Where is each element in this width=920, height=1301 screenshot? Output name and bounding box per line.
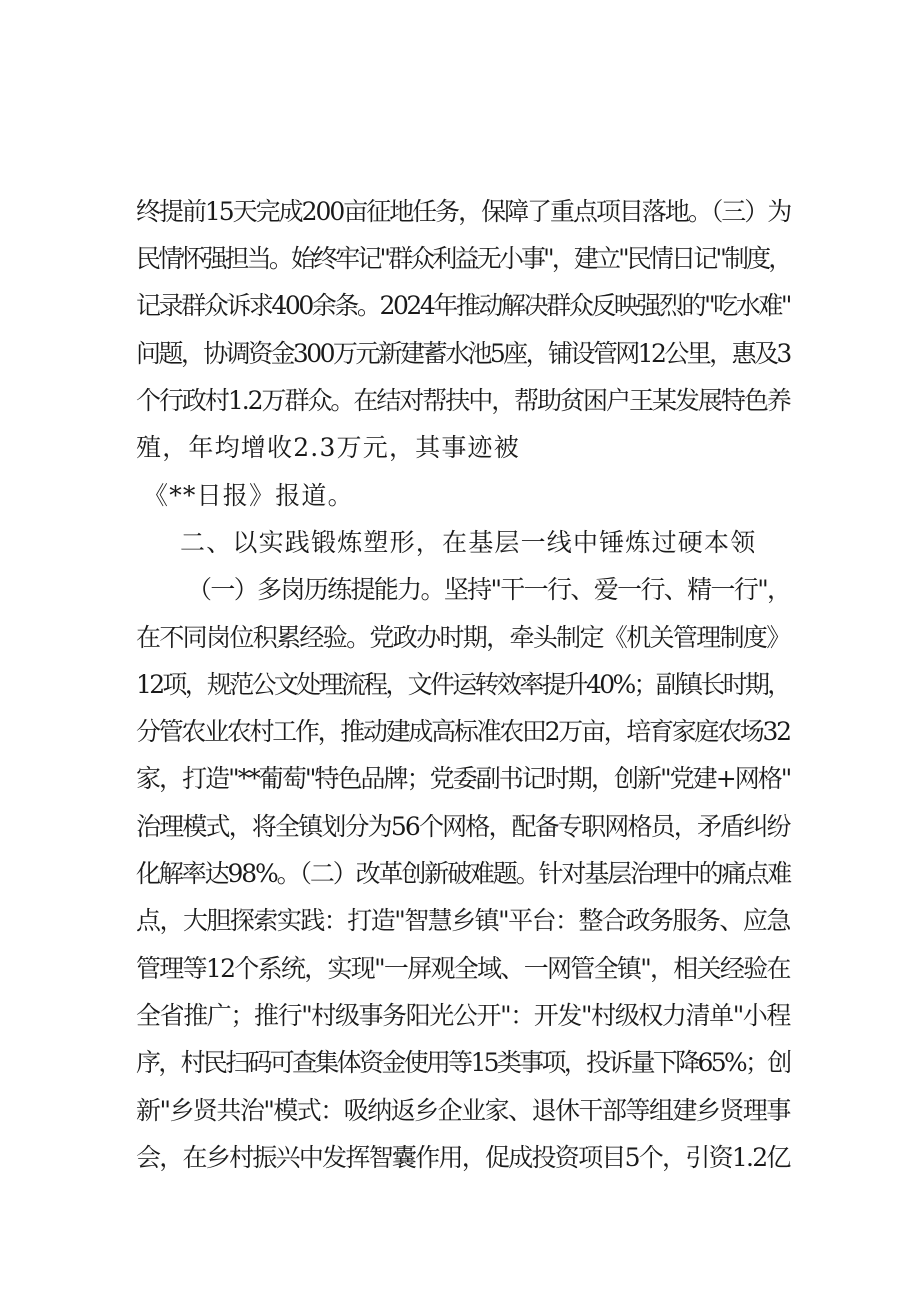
text-line: 管理等12个系统，实现"一屏观全域、一网管全镇"，相关经验在: [136, 954, 790, 983]
text-line: 家，打造"**葡萄"特色品牌；党委副书记时期，创新"党建+网格": [136, 764, 791, 793]
text-line: 问题，协调资金300万元新建蓄水池5座，铺设管网12公里，惠及3: [136, 339, 790, 368]
paragraph-first-line: （一）多岗历练提能力。坚持"干一行、爱一行、精一行"，: [187, 575, 791, 604]
section-heading: 二、以实践锻炼塑形，在基层一线中锤炼过硬本领: [180, 528, 757, 557]
text-line: 点，大胆探索实践：打造"智慧乡镇"平台：整合政务服务、应急: [136, 906, 790, 935]
text-line: 12项，规范公文处理流程，文件运转效率提升40%；副镇长时期，: [136, 670, 790, 699]
text-line: 序，村民扫码可查集体资金使用等15类事项，投诉量下降65%；创: [136, 1048, 790, 1077]
text-line: 化解率达98%。（二）改革创新破难题。针对基层治理中的痛点难: [136, 859, 791, 888]
text-line: 《**日报》报道。: [143, 481, 354, 510]
text-line: 在不同岗位积累经验。党政办时期，牵头制定《机关管理制度》: [136, 623, 790, 652]
text-line: 民情怀强担当。始终牢记"群众利益无小事"，建立"民情日记"制度，: [136, 244, 791, 273]
text-line: 会，在乡村振兴中发挥智囊作用，促成投资项目5个，引资1.2亿: [136, 1143, 790, 1172]
text-line: 治理模式，将全镇划分为56个网格，配备专职网格员，矛盾纠纷: [136, 812, 790, 841]
text-line: 终提前15天完成200亩征地任务，保障了重点项目落地。（三）为: [136, 197, 791, 226]
text-line: 记录群众诉求400余条。2024年推动解决群众反映强烈的"吃水难": [136, 291, 790, 320]
text-line: 分管农业农村工作，推动建成高标准农田2万亩，培育家庭农场32: [136, 717, 790, 746]
text-line: 全省推广；推行"村级事务阳光公开"：开发"村级权力清单"小程: [136, 1001, 790, 1030]
text-line: 新"乡贤共治"模式：吸纳返乡企业家、退休干部等组建乡贤理事: [136, 1096, 790, 1125]
text-line: 殖，年均增收2.3万元，其事迹被: [136, 433, 520, 462]
text-line: 个行政村1.2万群众。在结对帮扶中，帮助贫困户王某发展特色养: [136, 386, 790, 415]
